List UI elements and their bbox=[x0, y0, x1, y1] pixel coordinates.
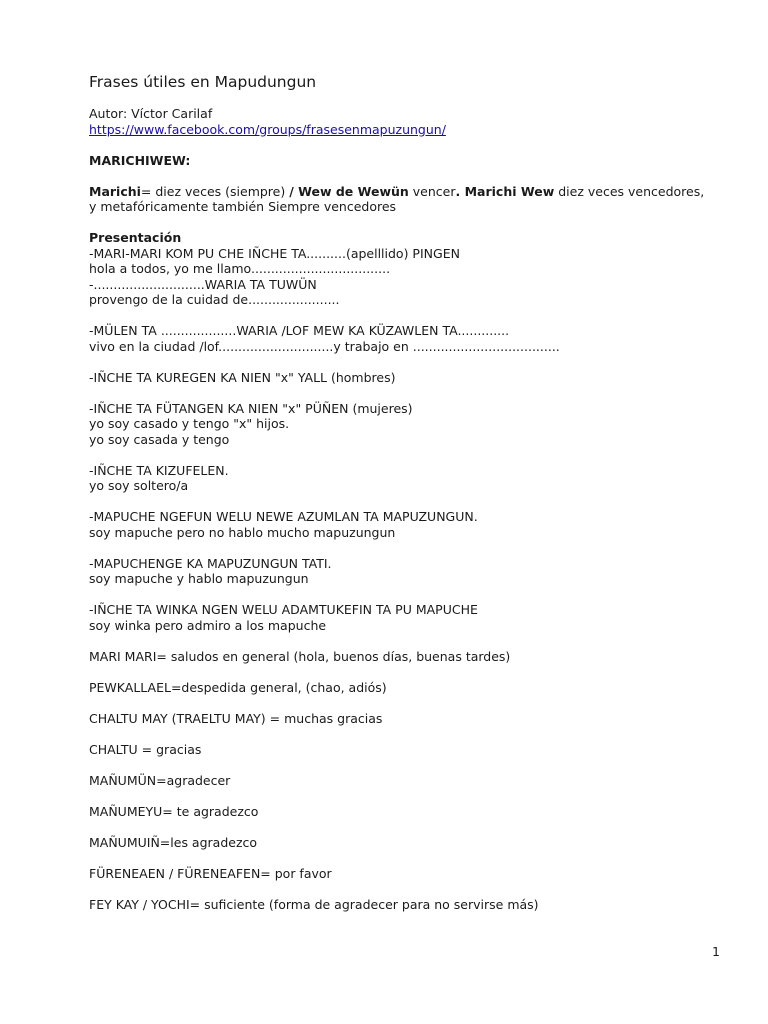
section-heading-presentacion: Presentación bbox=[89, 230, 182, 245]
translation-line: yo soy soltero/a bbox=[89, 478, 189, 493]
facebook-group-link[interactable]: https://www.facebook.com/groups/frasesenmapuzungun/ bbox=[89, 121, 446, 137]
vocab-line: MAÑUMÜN=agradecer bbox=[89, 772, 231, 788]
phrase-line: -IÑCHE TA KUREGEN KA NIEN "x" YALL (hombres) bbox=[89, 369, 396, 385]
translation-line: soy winka pero admiro a los mapuche bbox=[89, 617, 327, 633]
vocab-line: MAÑUMUIÑ=les agradezco bbox=[89, 834, 258, 850]
document-page bbox=[89, 72, 729, 912]
marichi-definition: Marichi= diez veces (siempre) / Wew de Wewün vencer. Marichi Wew diez veces vencedores, bbox=[89, 183, 705, 199]
phrase-line: -............................WARIA TA TUWÜN bbox=[89, 276, 317, 292]
phrase-line: -IÑCHE TA KIZUFELEN. bbox=[89, 462, 229, 478]
translation-line: yo soy casado y tengo "x" hijos. bbox=[89, 416, 290, 431]
vocab-line: FÜRENEAEN / FÜRENEAFEN= por favor bbox=[89, 865, 332, 881]
phrase-line: -IÑCHE TA WINKA NGEN WELU ADAMTUKEFIN TA PU MAPUCHE bbox=[89, 602, 478, 617]
vocab-line: MARI MARI= saludos en general (hola, buenos días, buenas tardes) bbox=[89, 648, 511, 664]
phrase-line: -MAPUCHE NGEFUN WELU NEWE AZUMLAN TA MAPUZUNGUN. bbox=[89, 509, 478, 524]
vocab-line: MAÑUMEYU= te agradezco bbox=[89, 803, 259, 819]
translation-line: soy mapuche pero no hablo mucho mapuzungun bbox=[89, 524, 396, 540]
marichi-definition-line2: y metafóricamente también Siempre vencedores bbox=[89, 199, 397, 214]
author-line: Autor: Víctor Carilaf bbox=[89, 106, 213, 121]
translation-line: vivo en la ciudad /lof.............................y trabajo en ..................................... bbox=[89, 338, 560, 354]
phrase-line: -MAPUCHENGE KA MAPUZUNGUN TATI. bbox=[89, 555, 332, 571]
page-number: 1 bbox=[712, 944, 720, 959]
vocab-line: CHALTU = gracias bbox=[89, 741, 202, 757]
vocab-line: PEWKALLAEL=despedida general, (chao, adiós) bbox=[89, 679, 387, 695]
translation-line: soy mapuche y hablo mapuzungun bbox=[89, 571, 309, 586]
translation-line: hola a todos, yo me llamo................................... bbox=[89, 261, 391, 276]
vocab-line: FEY KAY / YOCHI= suficiente (forma de agradecer para no servirse más) bbox=[89, 896, 539, 912]
section-heading-marichiwew: MARICHIWEW: bbox=[89, 152, 191, 168]
phrase-line: -MARI-MARI KOM PU CHE IÑCHE TA..........(apelllido) PINGEN bbox=[89, 245, 460, 261]
document-title: Frases útiles en Mapudungun bbox=[89, 73, 317, 91]
vocab-line: CHALTU MAY (TRAELTU MAY) = muchas gracias bbox=[89, 710, 383, 726]
phrase-line: -MÜLEN TA ...................WARIA /LOF MEW KA KÜZAWLEN TA............. bbox=[89, 323, 510, 338]
phrase-line: -IÑCHE TA FÜTANGEN KA NIEN "x" PÜÑEN (mujeres) bbox=[89, 400, 413, 416]
translation-line: yo soy casada y tengo bbox=[89, 431, 230, 447]
translation-line: provengo de la cuidad de....................... bbox=[89, 292, 340, 307]
